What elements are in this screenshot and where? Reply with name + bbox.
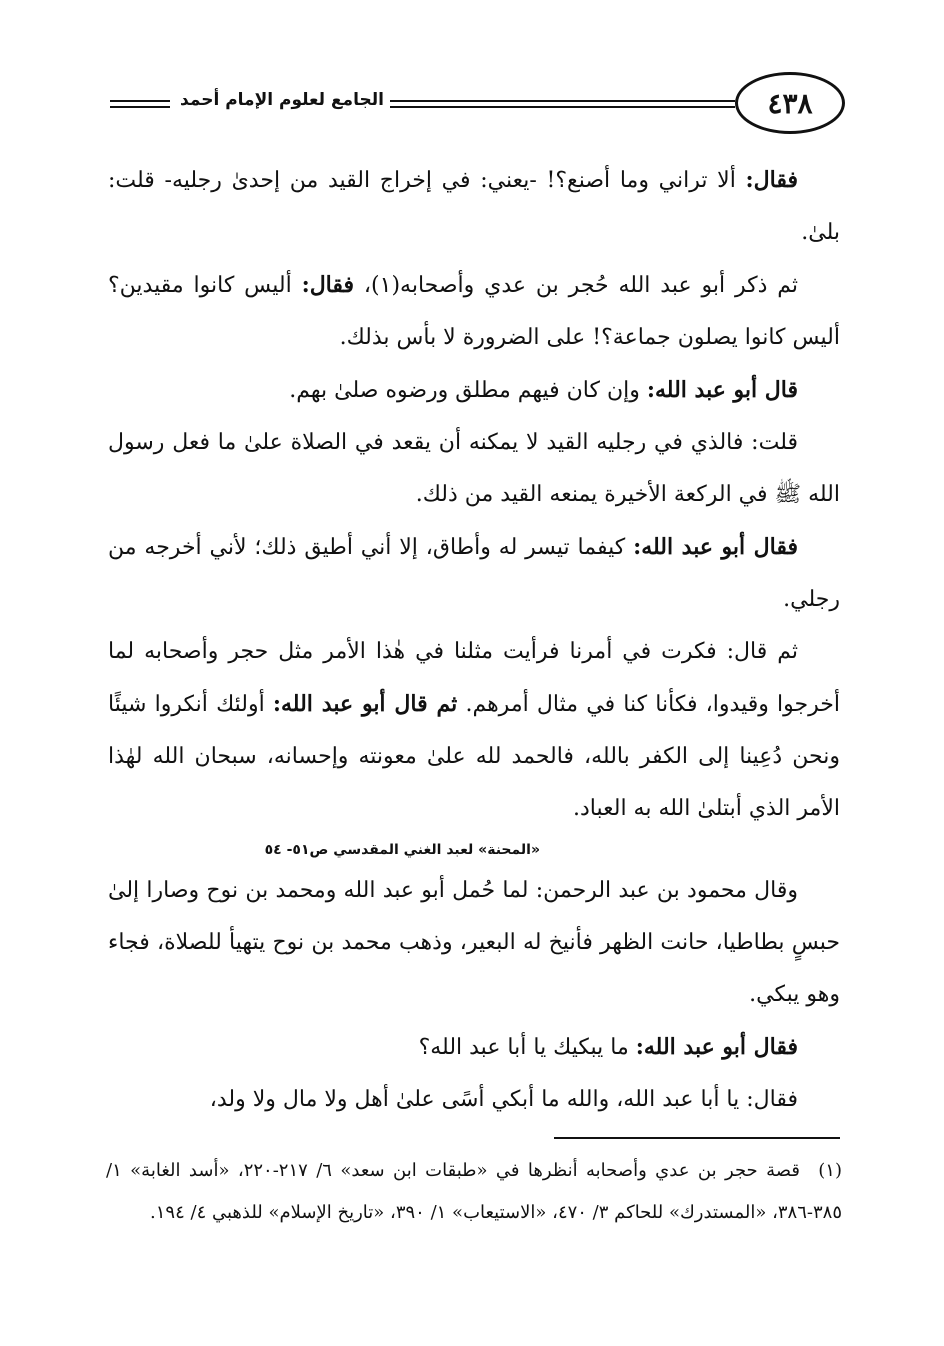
header-rule-left-top	[110, 100, 170, 102]
paragraph-text: ألا تراني وما أصنع؟! -يعني: في إخراج القيد من إحدىٰ رجليه- قلت: بلىٰ.	[108, 168, 840, 245]
footnote-number: (١)	[818, 1160, 842, 1181]
paragraph-text: فقال: يا أبا عبد الله، والله ما أبكي أسًى علىٰ أهل ولا مال ولا ولد،	[209, 1087, 798, 1112]
speaker-label: فقال:	[301, 272, 355, 298]
paragraph	[108, 1021, 840, 1074]
paragraph	[108, 417, 840, 521]
header-rule-mid-top	[390, 100, 735, 102]
paragraph	[108, 154, 840, 259]
paragraph	[108, 626, 840, 835]
paragraph-text: ما يبكيك يا أبا عبد الله؟	[418, 1035, 636, 1060]
paragraph-text: قلت: فالذي في رجليه القيد لا يمكنه أن يقعد في الصلاة علىٰ ما فعل رسول الله ﷺ في الركعة الأخيرة يمنعه القيد من ذلك.	[108, 430, 840, 507]
footnote-separator	[554, 1137, 840, 1139]
speaker-label: فقال:	[745, 167, 798, 193]
paragraph	[108, 865, 840, 1021]
paragraph	[108, 521, 840, 626]
speaker-label: ثم قال أبو عبد الله:	[272, 691, 458, 717]
footnote	[106, 1150, 842, 1234]
header-rule-mid-bottom	[390, 106, 735, 108]
source-citation: «المحنة» لعبد الغني المقدسي ص٥١- ٥٤	[264, 842, 540, 858]
main-text	[108, 154, 840, 1126]
speaker-label: قال أبو عبد الله:	[646, 377, 798, 403]
page-number-badge	[735, 72, 845, 134]
paragraph-text: أولئك أنكروا شيئًا ونحن دُعِينا إلى الكفر بالله، فالحمد لله علىٰ معونته وإحسانه، سبحان الله لهٰذا الأمر الذي أبتلىٰ الله به العباد.	[108, 692, 840, 821]
paragraph-text: كيفما تيسر له وأطاق، إلا أني أطيق ذلك؛ لأني أخرجه من رجلي.	[108, 535, 840, 612]
paragraph-text: وقال محمود بن عبد الرحمن: لما حُمل أبو عبد الله ومحمد بن نوح وصارا إلىٰ حبسٍ بطاطيا، حانت الظهر فأنيخ له البعير، وذهب محمد بن نوح يتهيأ للصلاة، فجاء وهو يبكي.	[108, 878, 840, 1007]
header-rule-left-bottom	[110, 106, 170, 108]
footnote-text: قصة حجر بن عدي وأصحابه أنظرها في «طبقات ابن سعد» ٦/ ٢١٧-٢٢٠، «أسد الغابة» ١/ ٣٨٥-٣٨٦، «المستدرك» للحاكم ٣/ ٤٧٠، «الاستيعاب» ١/ ٣٩٠، «تاريخ الإسلام» للذهبي ٤/ ١٩٤.	[106, 1160, 842, 1223]
book-title: الجامع لعلوم الإمام أحمد	[174, 90, 390, 110]
paragraph-text: أليس كانوا مقيدين؟ أليس كانوا يصلون جماعة؟! على الضرورة لا بأس بذلك.	[108, 273, 840, 350]
paragraph	[108, 1074, 840, 1126]
running-header	[110, 72, 845, 142]
paragraph	[108, 259, 840, 364]
paragraph-text: وإن كان فيهم مطلق ورضوه صلىٰ بهم.	[289, 378, 647, 403]
paragraph-text: ثم ذكر أبو عبد الله حُجر بن عدي وأصحابه(١)،	[354, 273, 799, 298]
speaker-label: فقال أبو عبد الله:	[633, 534, 798, 560]
speaker-label: فقال أبو عبد الله:	[635, 1034, 798, 1060]
paragraph	[108, 364, 840, 417]
page-number: ٤٣٨	[767, 86, 813, 120]
paragraph-text: ثم قال: فكرت في أمرنا فرأيت مثلنا في هٰذا الأمر مثل حجر وأصحابه لما أخرجوا وقيدوا، فكأنا كنا في مثال أمرهم.	[108, 639, 840, 717]
